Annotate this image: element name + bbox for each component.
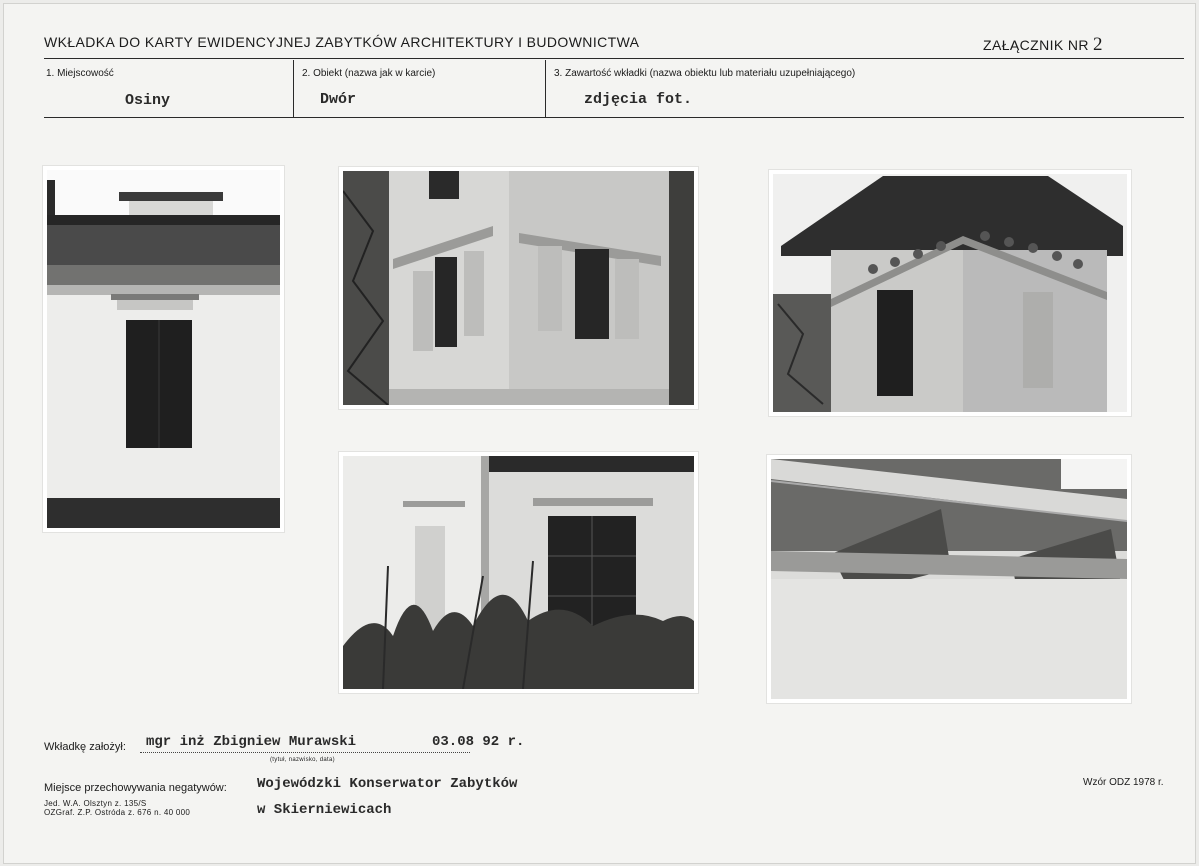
annex-label <box>983 34 1103 56</box>
form-version: Wzór ODZ 1978 r. <box>1083 777 1164 788</box>
photo-facade-window <box>43 166 284 532</box>
field-content-value: zdjęcia fot. <box>584 91 693 108</box>
prepared-dotted-line <box>140 752 470 753</box>
storage-label: Miejsce przechowywania negatywów: <box>44 782 227 794</box>
field-locality-label: 1. Miejscowość <box>46 68 114 79</box>
printer-line-1: Jed. W.A. Olsztyn z. 135/S <box>44 799 147 808</box>
field-locality-value: Osiny <box>125 92 171 109</box>
photo-tower-roof <box>769 170 1131 416</box>
fields-bottom-rule <box>44 117 1184 118</box>
storage-line-1: Wojewódzki Konserwator Zabytków <box>257 776 518 792</box>
prepared-by-label: Wkładkę założył: <box>44 741 126 753</box>
field-divider-1 <box>293 60 294 117</box>
header-rule <box>44 58 1184 59</box>
field-object-label: 2. Obiekt (nazwa jak w karcie) <box>302 68 436 79</box>
prepared-hint: (tytuł, nazwisko, data) <box>270 757 335 763</box>
annex-label-text: ZAŁĄCZNIK NR <box>983 37 1089 53</box>
annex-number: 2 <box>1092 34 1103 55</box>
document-title: WKŁADKA DO KARTY EWIDENCYJNEJ ZABYTKÓW ARCHITEKTURY I BUDOWNICTWA <box>44 34 640 50</box>
photo-eave-gutter <box>767 455 1131 703</box>
field-divider-2 <box>545 60 546 117</box>
printer-line-2: OZGraf. Z.P. Ostróda z. 676 n. 40 000 <box>44 808 191 817</box>
field-object-value: Dwór <box>320 91 357 108</box>
photo-tower-corner <box>339 167 698 409</box>
field-content-label: 3. Zawartość wkładki (nazwa obiektu lub materiału uzupełniającego) <box>554 68 856 79</box>
prepared-date: 03.08 92 r. <box>432 734 525 750</box>
photo-facade-garden <box>339 452 698 693</box>
prepared-by-value: mgr inż Zbigniew Murawski <box>146 734 357 750</box>
storage-line-2: w Skierniewicach <box>257 802 392 818</box>
